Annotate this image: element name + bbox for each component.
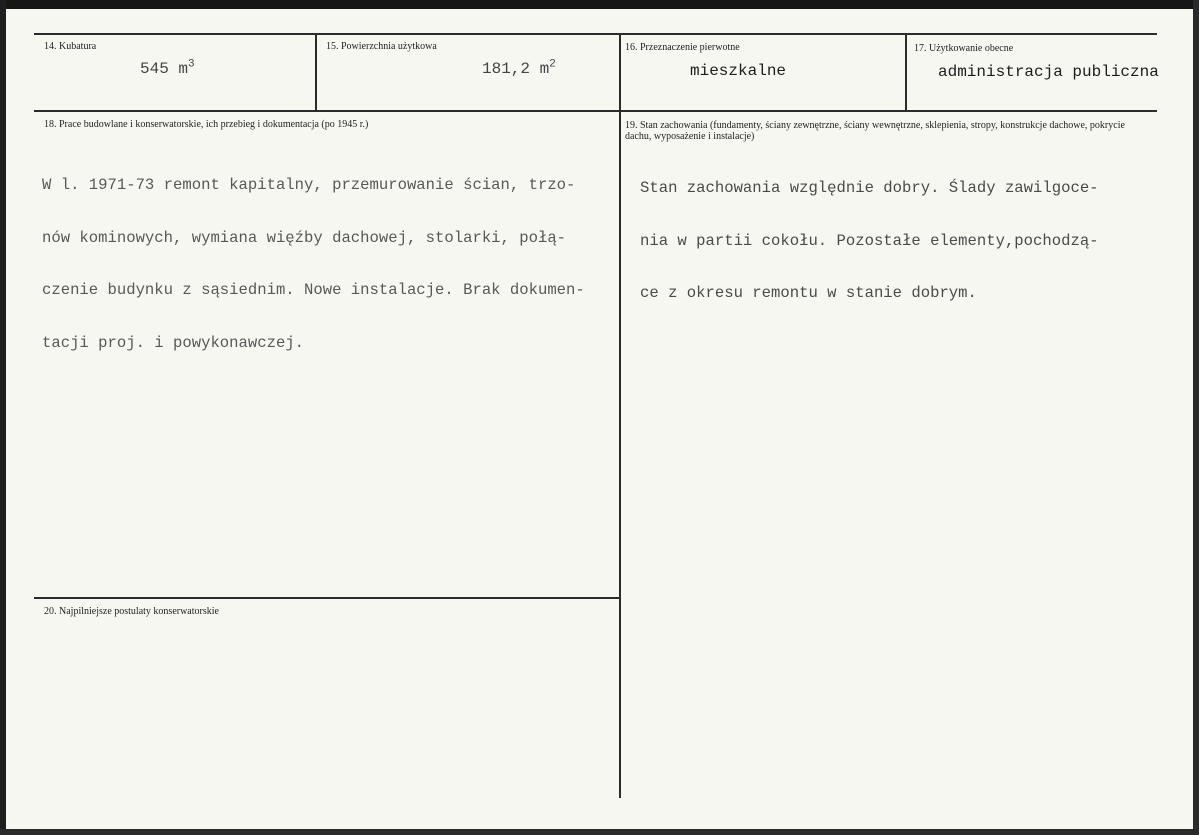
area-unit: m (539, 60, 550, 78)
field-17-label: 17. Użytkowanie obecne (914, 43, 1014, 54)
field-18-text (42, 142, 585, 370)
divider-16-17 (905, 33, 907, 112)
field-16-value: mieszkalne (690, 62, 787, 80)
scan-border-right (1193, 0, 1199, 835)
form-top-rule (34, 33, 1157, 35)
field-19-text (640, 145, 1099, 320)
area-unit-exponent: 2 (549, 58, 556, 71)
field-15-label: 15. Powierzchnia użytkowa (326, 41, 437, 52)
form-row1-rule (34, 110, 1157, 112)
field-18-line: czenie budynku z sąsiednim. Nowe instalacje. Brak dokumen- (42, 281, 585, 299)
cubature-unit-exponent: 3 (188, 58, 195, 71)
field-15-value (482, 60, 556, 78)
field-18-line: nów kominowych, wymiana więźby dachowej, stolarki, połą- (42, 228, 567, 247)
field-19-label: 19. Stan zachowania (fundamenty, ściany zewnętrzne, ściany wewnętrzne, sklepienia, stropy, konstrukcje dachowe, pokrycie dachu, wyposażenie i instalacje) (625, 120, 1125, 142)
area-number: 181,2 (482, 60, 531, 78)
cubature-number: 545 (140, 60, 169, 78)
field-14-label: 14. Kubatura (44, 41, 97, 52)
form-section20-rule (34, 597, 620, 599)
scan-border-top (0, 0, 1199, 9)
field-19-line: ce z okresu remontu w stanie dobrym. (640, 284, 977, 302)
field-19-line: Stan zachowania względnie dobry. Ślady zawilgoce- (640, 179, 1099, 197)
scan-border-left (0, 0, 6, 835)
scan-border-bottom (0, 829, 1199, 835)
field-18-line: tacji proj. i powykonawczej. (42, 333, 305, 352)
field-16-label: 16. Przeznaczenie pierwotne (625, 42, 740, 53)
field-19-line: nia w partii cokołu. Pozostałe elementy,pochodzą- (640, 231, 1099, 250)
field-20-label: 20. Najpilniejsze postulaty konserwatorskie (44, 606, 219, 617)
field-17-value: administracja publiczna (938, 63, 1159, 81)
cubature-unit: m (178, 60, 189, 78)
field-18-label: 18. Prace budowlane i konserwatorskie, ich przebieg i dokumentacja (po 1945 r.) (44, 119, 369, 130)
divider-14-15 (315, 33, 317, 112)
divider-center (619, 33, 621, 798)
field-14-value (140, 60, 195, 78)
field-18-line: W l. 1971-73 remont kapitalny, przemurowanie ścian, trzo- (42, 176, 576, 194)
